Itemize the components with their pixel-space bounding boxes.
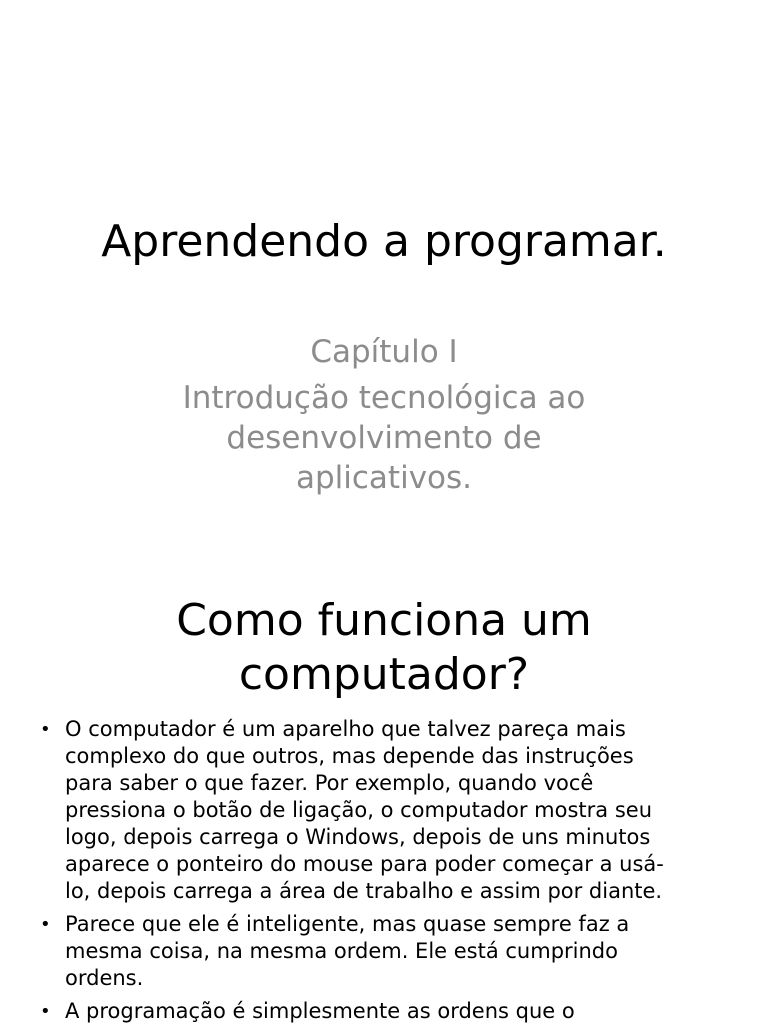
bullet-line: mesma coisa, na mesma ordem. Ele está cumprindo — [65, 939, 618, 963]
bullet-line: logo, depois carrega o Windows, depois de uns minutos — [65, 825, 651, 849]
slide-title: Aprendendo a programar. — [101, 216, 667, 267]
bullet-item — [40, 716, 730, 905]
chapter-description-line: desenvolvimento de — [226, 420, 542, 456]
bullet-icon: • — [40, 719, 51, 740]
bullet-line: para saber o que fazer. Por exemplo, quando você — [65, 771, 594, 795]
chapter-label: Capítulo I — [310, 334, 458, 370]
bullet-line: A programação é simplesmente as ordens que o — [65, 999, 575, 1023]
chapter-description-line: aplicativos. — [295, 460, 473, 496]
slide-subtitle — [0, 332, 768, 498]
bullet-item — [40, 911, 730, 992]
bullet-icon: • — [40, 914, 51, 935]
section-title-line: computador? — [238, 649, 530, 700]
bullet-line: ordens. — [65, 966, 144, 990]
section-title — [0, 594, 768, 702]
bullet-line: pressiona o botão de ligação, o computador mostra seu — [65, 798, 653, 822]
section-title-line: Como funciona um — [176, 595, 592, 646]
chapter-description-line: Introdução tecnológica ao — [182, 380, 586, 416]
bullet-line: O computador é um aparelho que talvez pareça mais — [65, 717, 626, 741]
bullet-line: aparece o ponteiro do mouse para poder começar a usá- — [65, 852, 664, 876]
bullet-text — [65, 717, 664, 903]
bullet-text — [65, 912, 629, 990]
bullet-icon: • — [40, 1001, 51, 1022]
bullet-item — [40, 998, 730, 1025]
bullet-line: Parece que ele é inteligente, mas quase sempre faz a — [65, 912, 630, 936]
bullet-text — [65, 999, 575, 1023]
chapter-description — [149, 378, 619, 498]
bullet-list — [40, 716, 730, 1031]
bullet-line: complexo do que outros, mas depende das instruções — [65, 744, 634, 768]
bullet-line: lo, depois carrega a área de trabalho e assim por diante. — [65, 879, 663, 903]
